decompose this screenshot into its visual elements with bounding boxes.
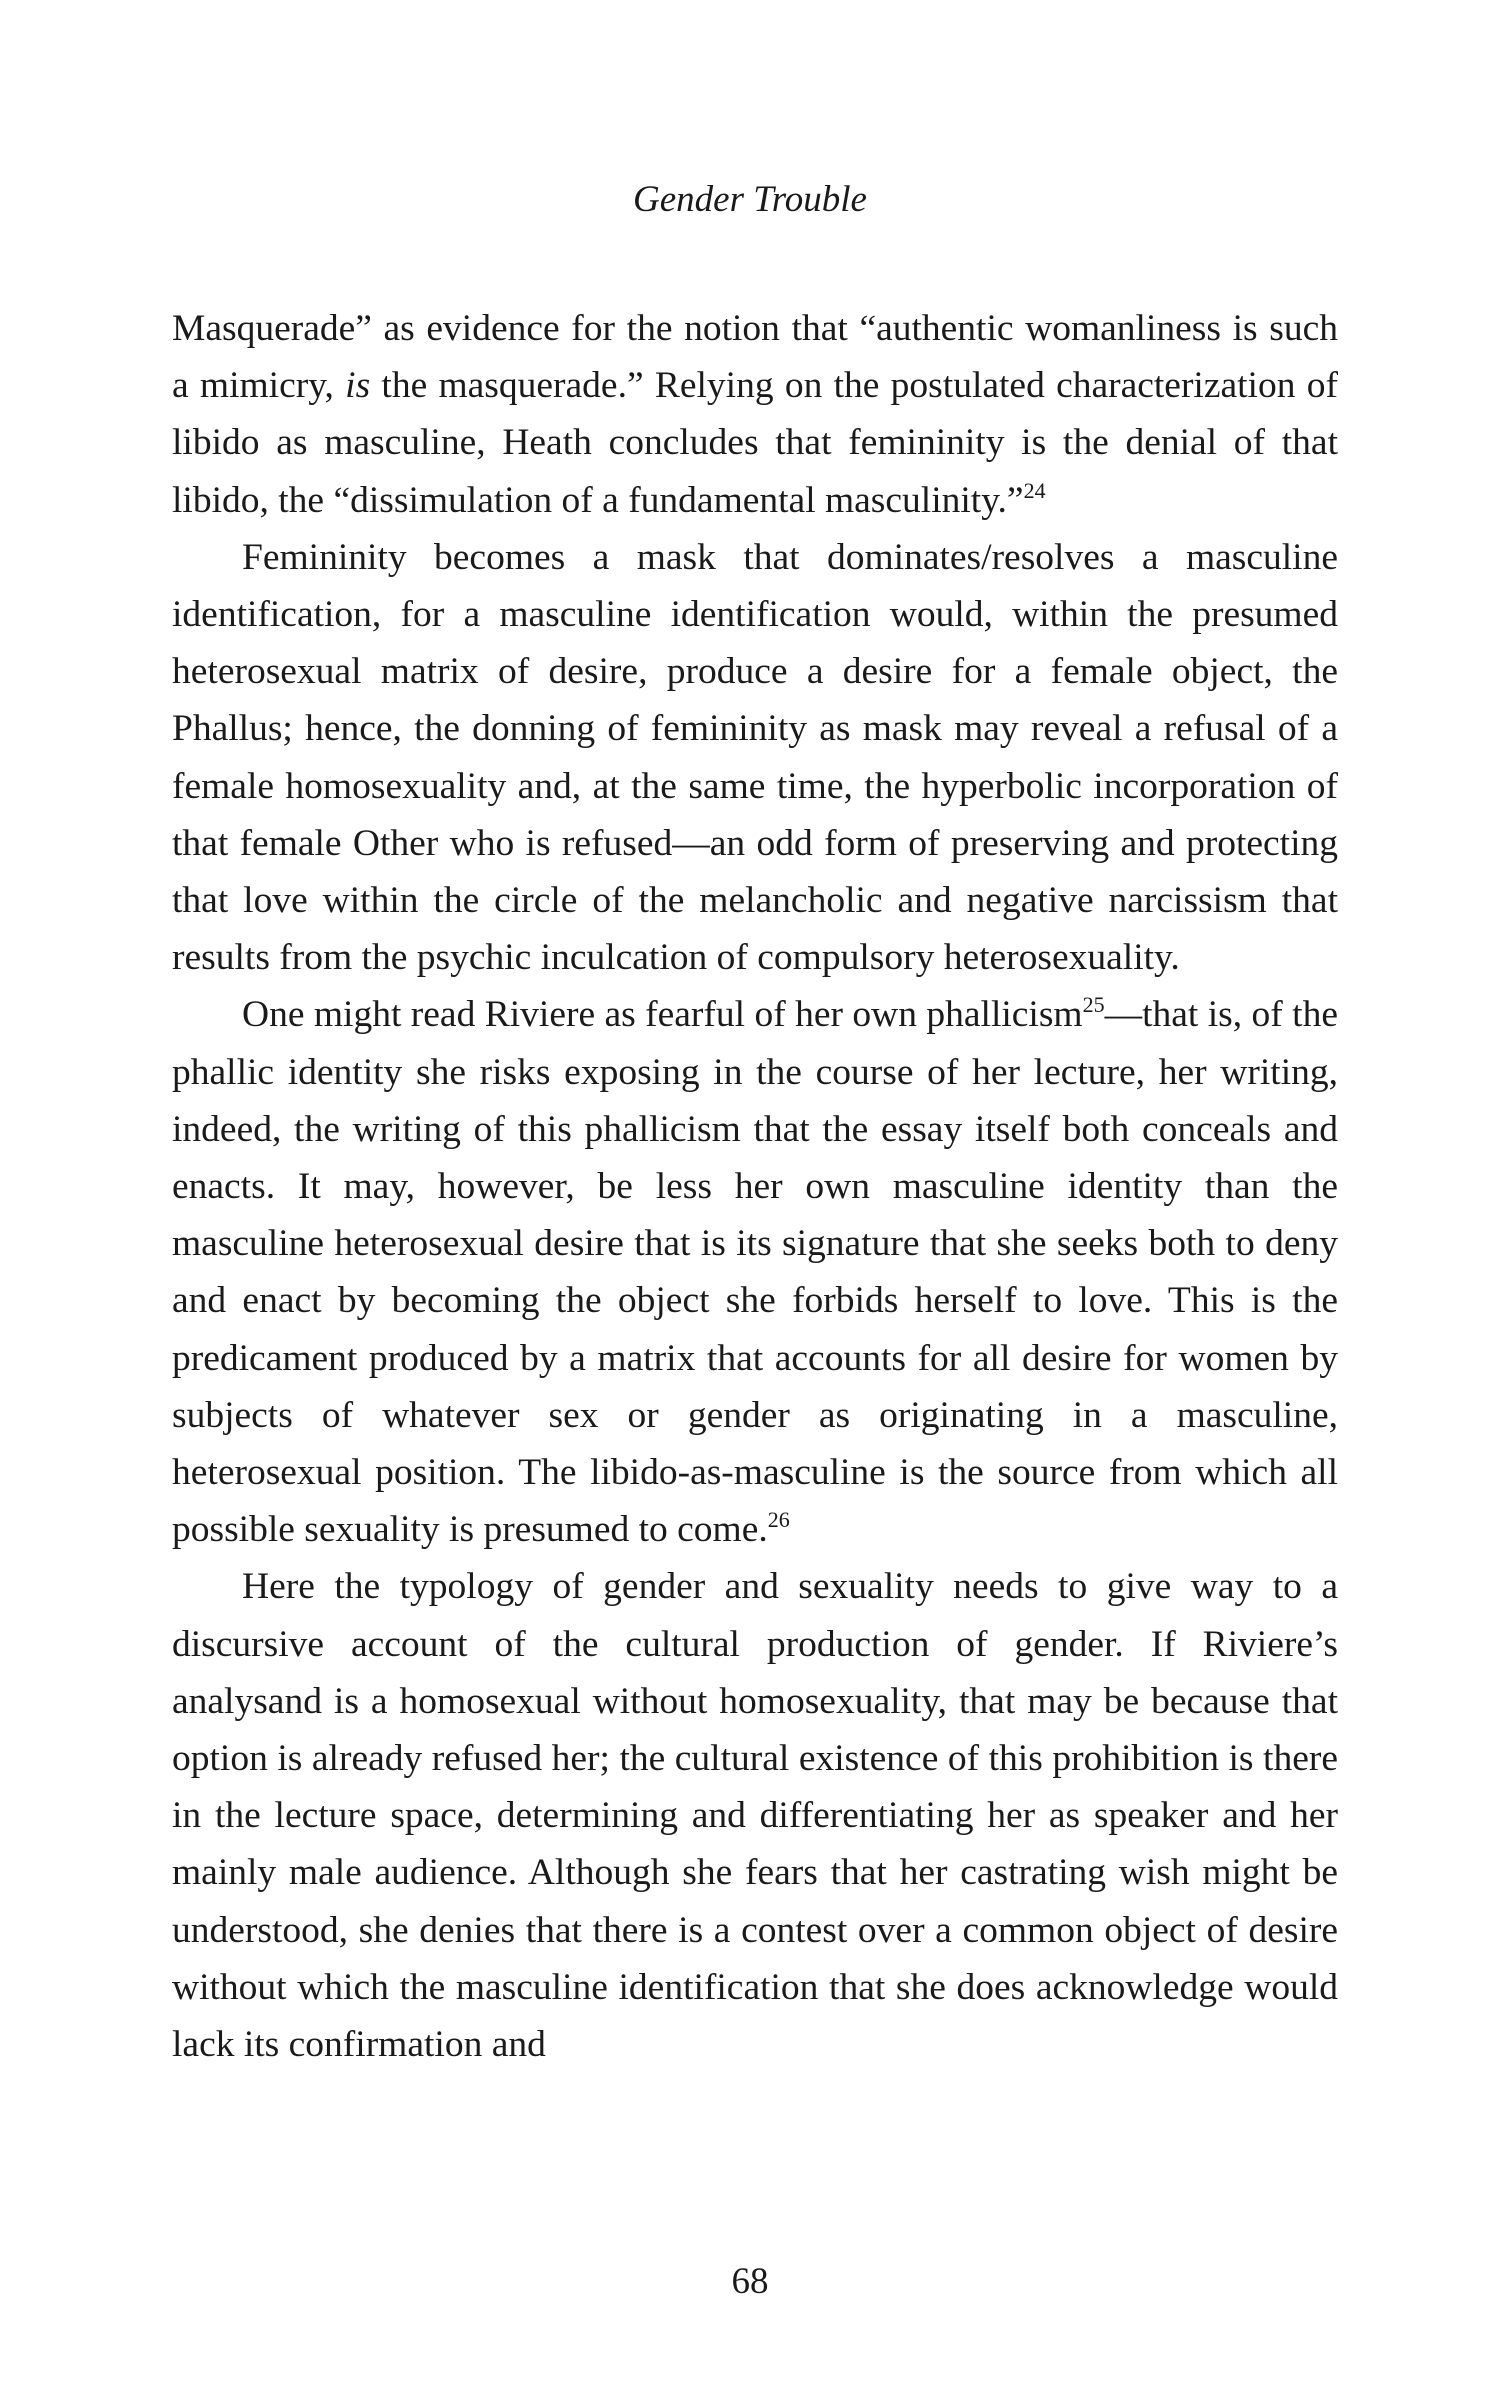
text-run: Masquerade” as evidence for the notion that “authentic womanliness is such a mimicry, [172,308,1338,407]
paragraph-4 [172,1558,1338,2073]
paragraph-2 [172,529,1338,987]
paragraph-3 [172,986,1338,1558]
footnote-ref: 24 [1023,477,1046,503]
text-run: One might read Riviere as fearful of her own phallicism [242,994,1083,1036]
text-run: Femininity becomes a mask that dominates/resolves a masculine identification, for a masculine identification would, within the presumed heterosexual matrix of desire, produce a desire for a female object, the Phallus; hence, the donning of femininity as mask may reveal a refusal of a female homosexuality and, at the same time, the hyperbolic incorporation of that female Other who is refused—an odd form of preserving and protecting that love within the circle of the melancholic and negative narcissism that results from the psychic inculcation of compulsory heterosexuality. [172,536,1338,979]
body-text [172,300,1338,2073]
text-run: the masquerade.” Relying on the postulated characterization of libido as masculine, Heath concludes that femininity is the denial of that libido, the “dissimulation of a fundamental masculinity.” [172,365,1338,521]
paragraph-1 [172,300,1338,529]
page-number: 68 [731,2261,769,2302]
emphasis-text: is [345,365,371,407]
running-head: Gender Trouble [633,179,867,220]
footnote-ref: 26 [767,1507,790,1533]
footnote-ref: 25 [1082,992,1105,1018]
text-run: —that is, of the phallic identity she risks exposing in the course of her lecture, her writing, indeed, the writing of this phallicism that the essay itself both conceals and enacts. It may, however, be less her own masculine identity than the masculine heterosexual desire that is its signature that she seeks both to deny and enact by becoming the object she forbids herself to love. This is the predicament produced by a matrix that accounts for all desire for women by subjects of whatever sex or gender as originating in a masculine, heterosexual position. The libido-as-masculine is the source from which all possible sexuality is presumed to come. [172,994,1338,1551]
text-run: Here the typology of gender and sexuality needs to give way to a discursive account of the cultural production of gender. If Riviere’s analysand is a homosexual without homosexuality, that may be because that option is already refused her; the cultural existence of this prohibition is there in the lecture space, determining and differentiating her as speaker and her mainly male audience. Although she fears that her castrating wish might be understood, she denies that there is a contest over a common object of desire without which the masculine identification that she does acknowledge would lack its confirmation and [172,1566,1338,2066]
